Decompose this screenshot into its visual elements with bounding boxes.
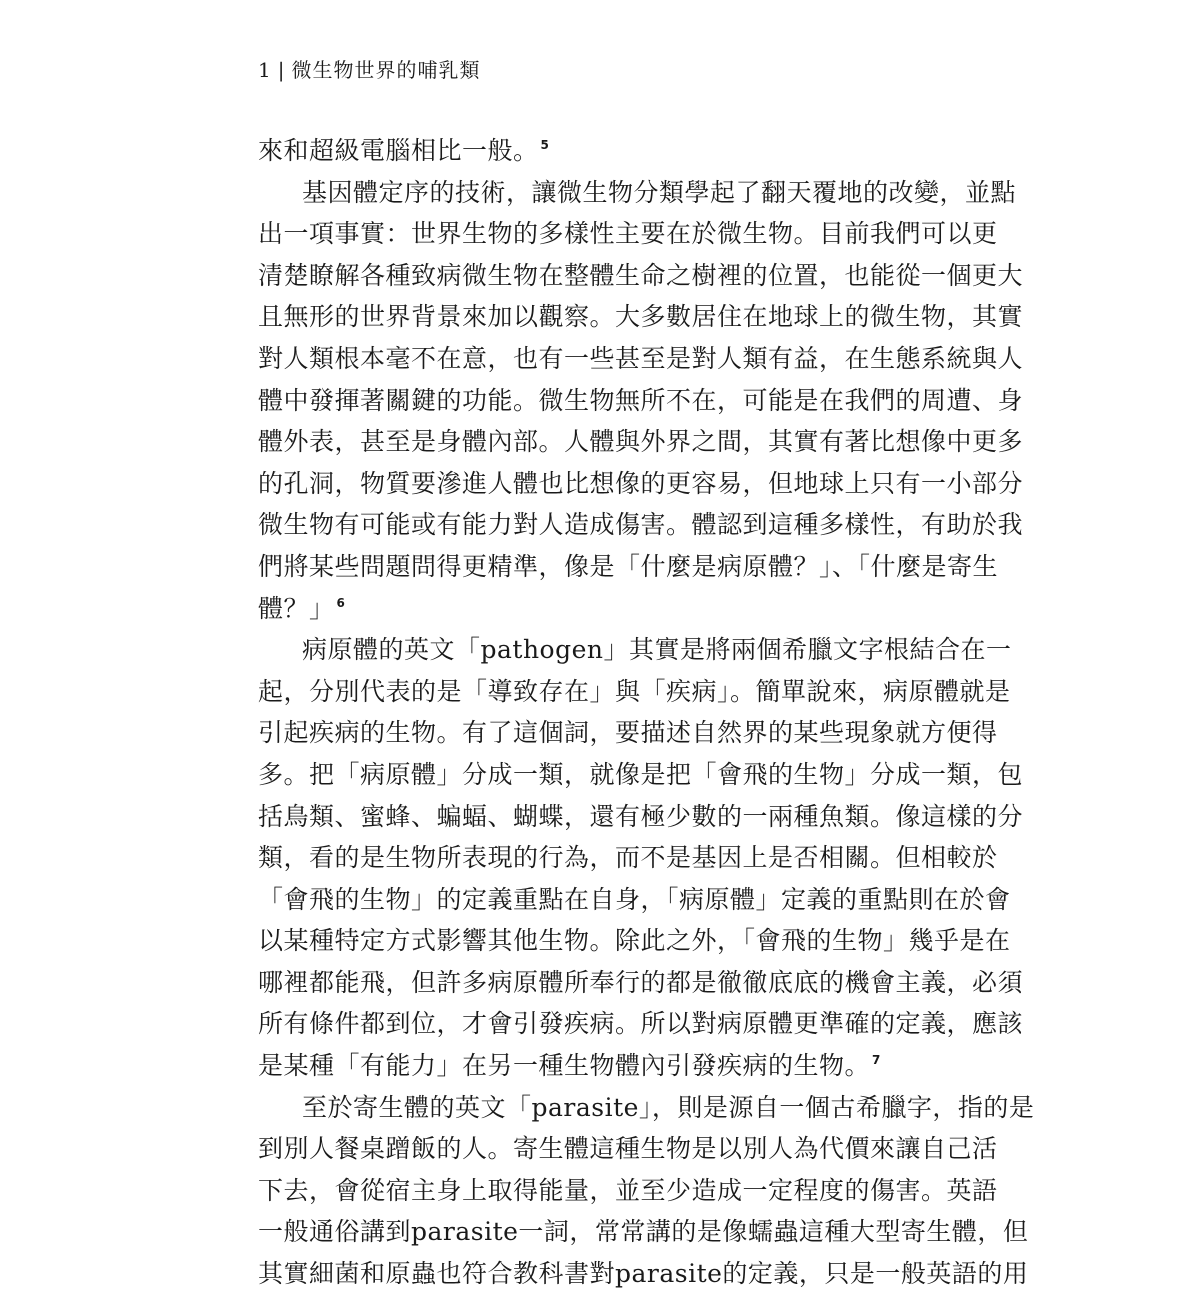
text-line: 微生物有可能或有能力對人造成傷害。體認到這種多樣性，有助於我 [258, 510, 1024, 540]
text-line: 是某種「有能力」在另一種生物體內引發疾病的生物。 $^7$ [258, 1051, 881, 1081]
body-text [258, 130, 1035, 1295]
text-line: 體？」 $^6$ [258, 593, 346, 623]
text-line: 們將某些問題問得更精準，像是「什麼是病原體？」、「什麼是寄生 [258, 551, 999, 581]
text-line: 體外表，甚至是身體內部。人體與外界之間，其實有著比想像中更多 [258, 427, 1024, 457]
chapter-title: 微生物世界的哺乳類 [291, 58, 481, 82]
footnote-marker: 6 [336, 595, 346, 610]
text-line: 對人類根本毫不在意，也有一些甚至是對人類有益，在生態系統與人 [258, 343, 1024, 373]
text-line: 來和超級電腦相比一般。 $^5$ [258, 136, 550, 165]
footnote-marker: 7 [872, 1053, 881, 1068]
footnote-marker: 5 [540, 138, 550, 152]
text-line: 一般通俗講到parasite一詞，常常講的是像蠕蟲這種大型寄生體，但 [258, 1217, 1029, 1247]
text-line: 所有條件都到位，才會引發疾病。所以對病原體更準確的定義，應該 [258, 1009, 1024, 1039]
text-line: 引起疾病的生物。有了這個詞，要描述自然界的某些現象就方便得 [258, 718, 998, 748]
text-line: 出一項事實：世界生物的多樣性主要在於微生物。目前我們可以更 [258, 219, 998, 249]
text-line: 「會飛的生物」的定義重點在自身，「病原體」定義的重點則在於會 [258, 884, 1011, 914]
text-line: 多。把「病原體」分成一類，就像是把「會飛的生物」分成一類，包 [258, 759, 1024, 789]
running-head [258, 57, 480, 83]
text-line: 哪裡都能飛，但許多病原體所奉行的都是徹徹底底的機會主義，必須 [258, 967, 1024, 997]
text-line: 類，看的是生物所表現的行為，而不是基因上是否相關。但相較於 [258, 843, 998, 873]
text-line: 下去，會從宿主身上取得能量，並至少造成一定程度的傷害。英語 [258, 1175, 998, 1205]
text-line: 的孔洞，物質要滲進人體也比想像的更容易，但地球上只有一小部分 [258, 468, 1024, 498]
text-line: 至於寄生體的英文「parasite」，則是源自一個古希臘字，指的是 [302, 1092, 1035, 1122]
text-line: 清楚瞭解各種致病微生物在整體生命之樹裡的位置，也能從一個更大 [258, 260, 1024, 290]
text-line: 括鳥類、蜜蜂、蝙蝠、蝴蝶，還有極少數的一兩種魚類。像這樣的分 [258, 801, 1024, 831]
text-line: 體中發揮著關鍵的功能。微生物無所不在，可能是在我們的周遭、身 [258, 385, 1024, 415]
text-line: 以某種特定方式影響其他生物。除此之外，「會飛的生物」幾乎是在 [258, 926, 1011, 956]
text-line: 病原體的英文「pathogen」其實是將兩個希臘文字根結合在一 [302, 635, 1012, 665]
running-head-separator: | [277, 58, 286, 82]
text-line: 起，分別代表的是「導致存在」與「疾病」。簡單說來，病原體就是 [258, 676, 1011, 706]
text-line: 到別人餐桌蹭飯的人。寄生體這種生物是以別人為代價來讓自己活 [258, 1134, 998, 1164]
text-line: 其實細菌和原蟲也符合教科書對parasite的定義，只是一般英語的用 [258, 1259, 1029, 1289]
text-line: 且無形的世界背景來加以觀察。大多數居住在地球上的微生物，其實 [258, 302, 1024, 332]
page-number: 1 [258, 58, 272, 82]
text-line: 基因體定序的技術，讓微生物分類學起了翻天覆地的改變，並點 [302, 177, 1017, 207]
